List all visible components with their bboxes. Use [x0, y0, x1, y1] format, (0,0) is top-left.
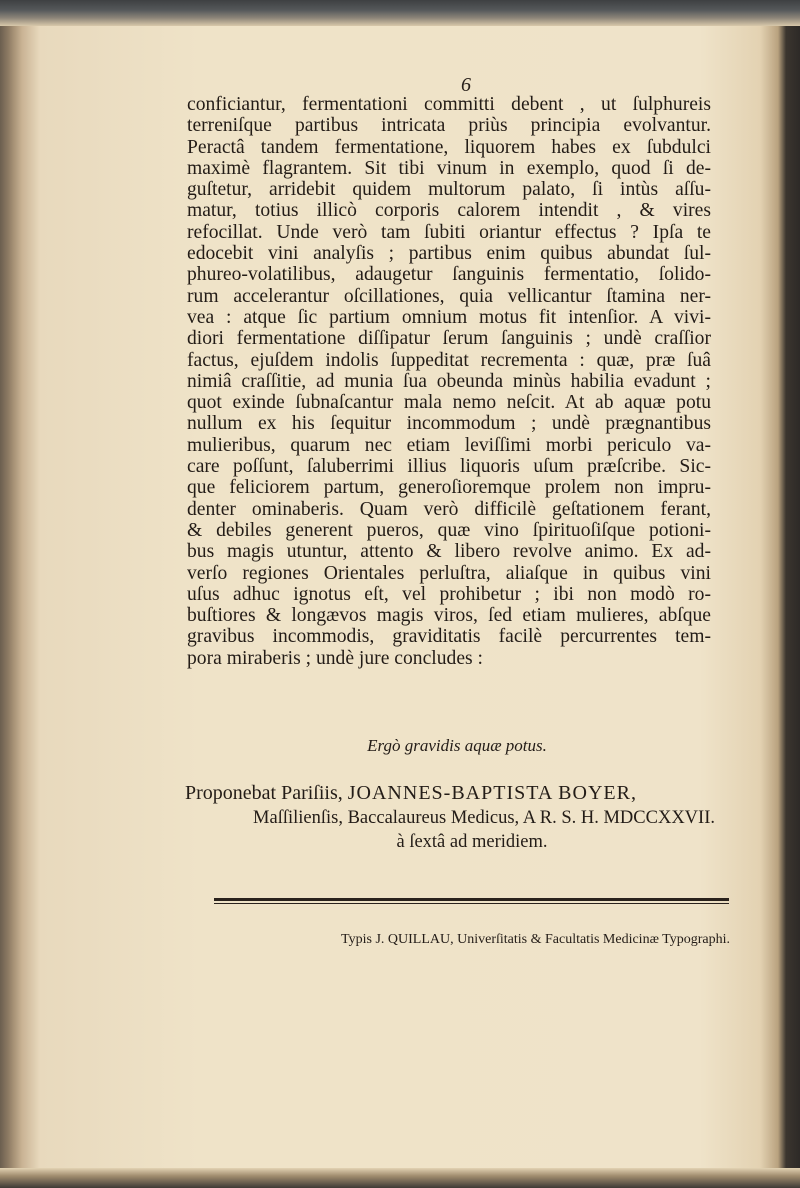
defense-line-3: à ſextâ ad meridiem.: [396, 832, 548, 852]
text-line: verſo regiones Orientales perluſtra, aliaſque in quibus vini: [187, 562, 711, 584]
text-line: pora miraberis ; undè jure concludes :: [187, 647, 483, 669]
author-name: JOANNES-BAPTISTA BOYER,: [347, 782, 637, 804]
text-line: mulieribus, quarum nec etiam leviſſimi morbi periculo va-: [187, 434, 711, 456]
text-line: terreniſque partibus intricata priùs principia evolvantur.: [187, 115, 711, 137]
text-line: que feliciorem partum, generoſioremque prolem non impru-: [187, 477, 711, 499]
text-line: guſtetur, arridebit quidem multorum palato, ſi intùs aſſu-: [187, 179, 711, 201]
text-line: buſtiores & longævos magis viros, ſed etiam mulieres, abſque: [187, 605, 711, 627]
printer-imprint: Typis J. QUILLAU, Univerſitatis & Facultatis Medicinæ Typographi.: [341, 932, 730, 947]
text-line: diori fermentatione diſſipatur ſerum ſanguinis ; undè craſſior: [187, 328, 711, 350]
defense-line-2: Maſſilienſis, Baccalaureus Medicus, A R. S. H. MDCCXXVII.: [253, 808, 715, 828]
page-number: 6: [461, 74, 471, 96]
defense-statement: [185, 780, 715, 854]
text-line: quot exinde ſubnaſcantur mala nemo neſcit. At ab aquæ potu: [187, 392, 711, 414]
text-line: phureo-volatilibus, adaugetur ſanguinis fermentatio, ſolido-: [187, 264, 711, 286]
text-line: refocillat. Unde verò tam ſubiti oriantur effectus ? Ipſa te: [187, 221, 711, 243]
divider-rule: [214, 898, 729, 901]
defense-line-1: [185, 780, 715, 806]
conclusion-line: Ergò gravidis aquæ potus.: [367, 736, 547, 755]
text-line: denter ominaberis. Quam verò difficilè geſtationem ferant,: [187, 498, 711, 520]
text-line: Peractâ tandem fermentatione, liquorem habes ex ſubdulci: [187, 136, 711, 158]
text-line: bus magis utuntur, attento & libero revolve animo. Ex ad-: [187, 541, 711, 563]
text-line: nimiâ craſſitie, ad munia ſua obeunda minùs habilia evadunt ;: [187, 370, 711, 392]
text-line: conficiantur, fermentationi committi debent , ut ſulphureis: [187, 94, 711, 115]
text-line: care poſſunt, ſaluberrimi illius liquoris uſum præſcribe. Sic-: [187, 456, 711, 478]
text-line: factus, ejuſdem indolis ſuppeditat recrementa : quæ, præ ſuâ: [187, 349, 711, 371]
text-line: rum accelerantur oſcillationes, quia vellicantur ſtamina ner-: [187, 285, 711, 307]
text-line: uſus adhuc ignotus eſt, vel prohibetur ; ibi non modò ro-: [187, 583, 711, 605]
book-top-edge: [0, 0, 800, 26]
book-bottom-edge: [0, 1168, 800, 1188]
body-text: [187, 94, 711, 669]
text-line: edocebit vini analyſis ; partibus enim quibus abundat ſul-: [187, 243, 711, 265]
text-line: nullum ex his ſequitur incommodum ; undè prægnantibus: [187, 413, 711, 435]
text-line: vea : atque ſic partium omnium motus fit intenſior. A vivi-: [187, 306, 711, 328]
text-line: gravibus incommodis, graviditatis facilè percurrentes tem-: [187, 626, 711, 648]
text-line: matur, totius illicò corporis calorem intendit , & vires: [187, 200, 711, 222]
text-line: & debiles generent pueros, quæ vino ſpirituoſiſque potioni-: [187, 519, 711, 541]
text-line: maximè flagrantem. Sit tibi vinum in exemplo, quod ſi de-: [187, 157, 711, 179]
page: [22, 24, 778, 1170]
defense-prefix: Proponebat Pariſiis,: [185, 782, 348, 804]
divider-rule-thin: [214, 903, 729, 904]
